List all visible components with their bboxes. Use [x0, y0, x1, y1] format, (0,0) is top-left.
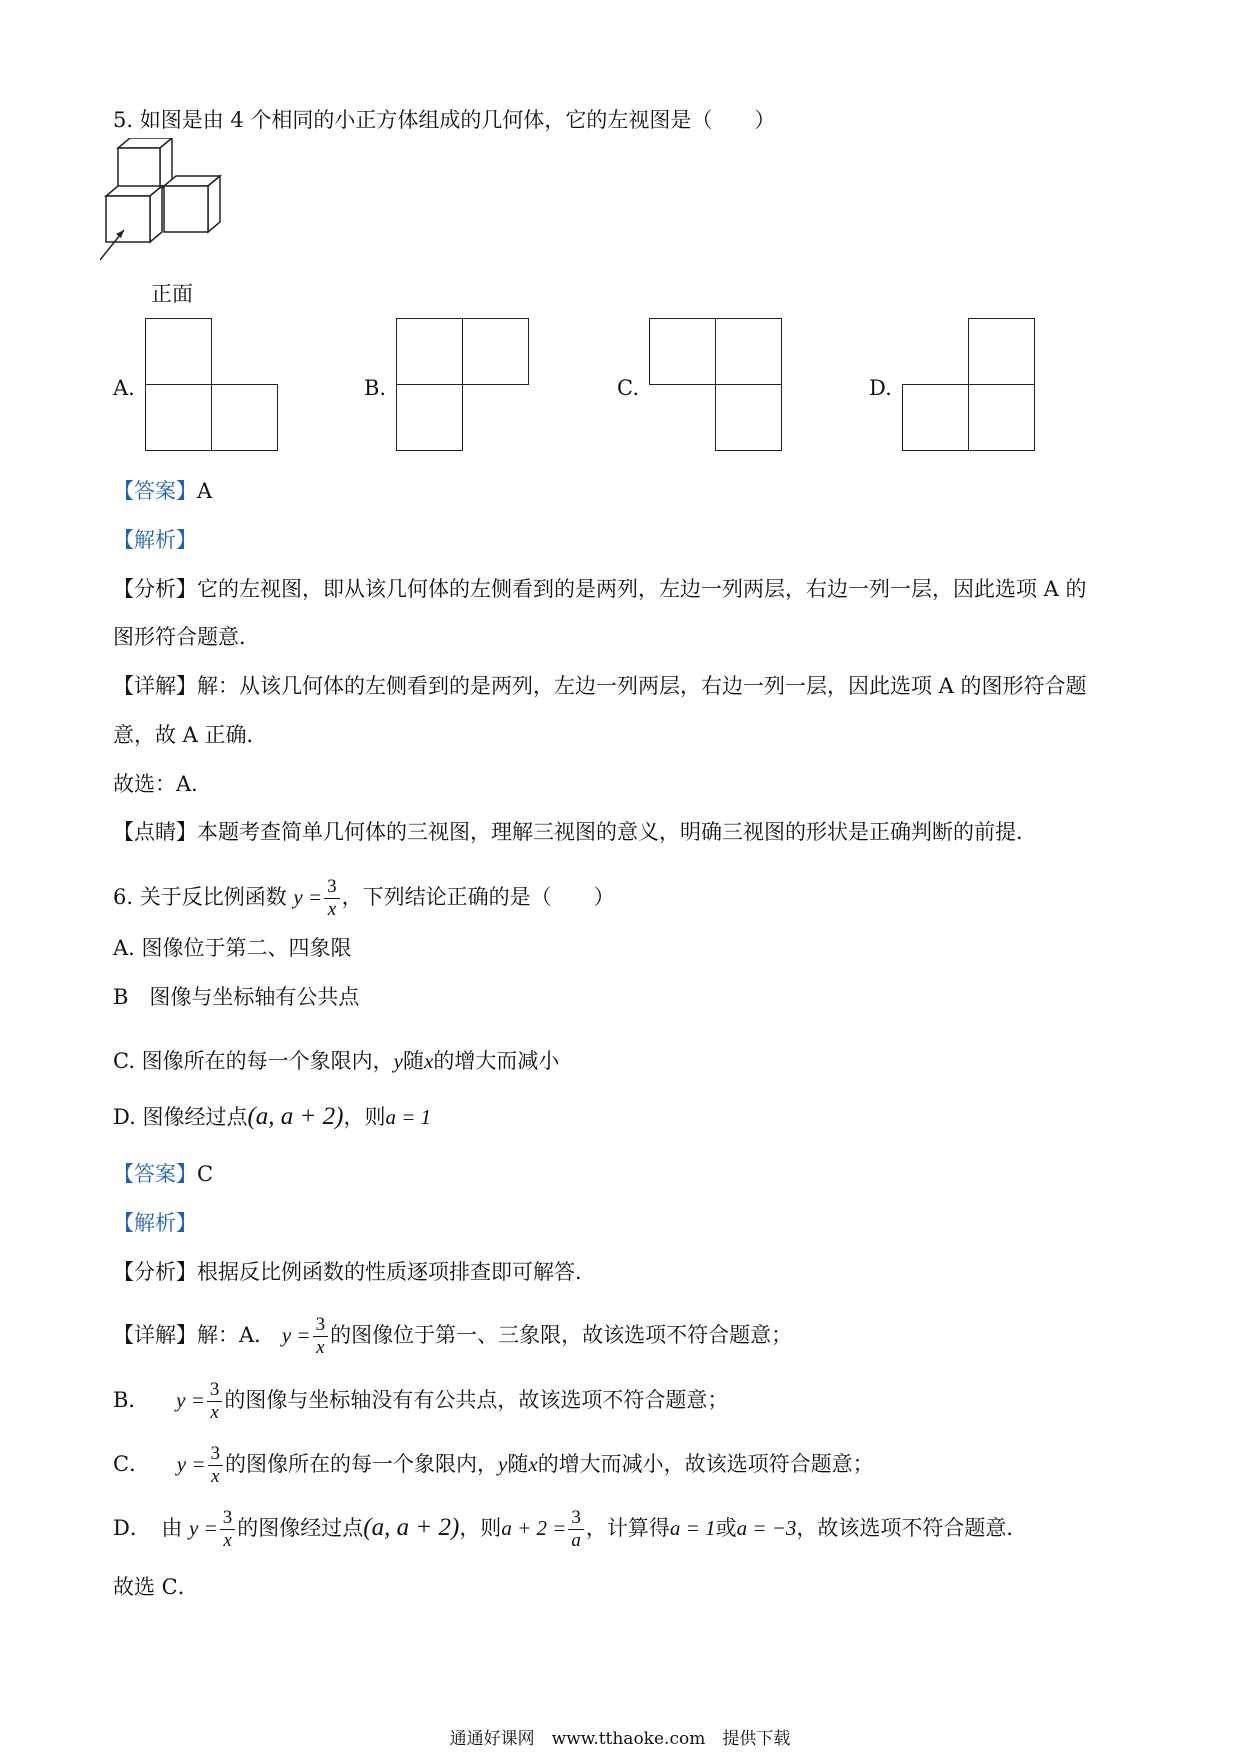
- q6-xiangjie-c: [113, 1443, 874, 1488]
- xj-d-or: 或: [715, 1516, 737, 1540]
- func-fraction: $\frac{3}{x}$: [324, 876, 340, 921]
- opt-c-text: C. 图像所在的每一个象限内，: [113, 1049, 394, 1073]
- q6-analysis-tag: 【解析】: [113, 1211, 197, 1235]
- func-fraction: $\frac{3}{x}$: [313, 1314, 329, 1359]
- q5-answer: [113, 477, 212, 505]
- q6-xiangjie-d: [113, 1507, 1027, 1552]
- q5-option-b-label: B.: [364, 376, 387, 400]
- q5-xiangjie-1: [113, 672, 1087, 700]
- q6-answer: [113, 1160, 213, 1188]
- q6-stem-tail: ，下列结论正确的是（ ）: [341, 885, 615, 909]
- xj-c-suffix: 的增大而减小，故该选项符合题意；: [537, 1452, 874, 1476]
- q5-analysis-tag: 【解析】: [113, 528, 197, 552]
- func-lhs: y =: [293, 885, 323, 909]
- func-lhs: y =: [189, 1516, 218, 1540]
- var-y: y: [393, 1049, 403, 1073]
- a2-eq: a + 2 =: [501, 1516, 567, 1540]
- xj-c-mid: 的图像所在的每一个象限内，: [225, 1452, 499, 1476]
- q6-xiangjie-b: [113, 1379, 728, 1424]
- var-y: y: [498, 1452, 508, 1476]
- fenxi-tag: 【分析】: [113, 577, 197, 601]
- a-eq-neg3: a = −3: [736, 1516, 797, 1540]
- xj-b-suffix: 的图像与坐标轴没有有公共点，故该选项不符合题意；: [224, 1388, 729, 1412]
- q6-choose: 故选 C．: [113, 1575, 199, 1599]
- opt-d-text: D. 图像经过点: [113, 1105, 248, 1129]
- q5-fenxi-2: 图形符合题意．: [113, 625, 260, 649]
- q5-xiangjie-2: 意，故 A 正确．: [113, 723, 268, 747]
- answer-value: A: [197, 479, 213, 503]
- point-expr: (a, a + 2): [363, 1514, 460, 1541]
- q6-option-a: A. 图像位于第二、四象限: [113, 936, 352, 960]
- q6-stem: [113, 876, 615, 921]
- opt-d-then: ，则: [343, 1105, 386, 1129]
- q6-option-c: [113, 1047, 559, 1075]
- cube-solid-figure: [100, 138, 250, 298]
- func-lhs: y =: [176, 1388, 205, 1412]
- func-fraction: $\frac{3}{x}$: [207, 1379, 223, 1424]
- fenxi-text: 它的左视图，即从该几何体的左侧看到的是两列，左边一列两层，右边一列一层，因此选项 A 的: [197, 577, 1087, 601]
- answer-value: C: [197, 1162, 214, 1186]
- xj-d-mid: 的图像经过点: [237, 1516, 364, 1540]
- xj-c-sui: 随: [507, 1452, 529, 1476]
- a-eq-1: a = 1: [385, 1105, 432, 1129]
- xj-d-then: ，则: [459, 1516, 502, 1540]
- front-label: 正面: [151, 282, 193, 306]
- func-fraction: $\frac{3}{x}$: [220, 1507, 236, 1552]
- answer-tag: 【答案】: [113, 1162, 197, 1186]
- q6-fenxi: [113, 1258, 596, 1286]
- xj-a-suffix: 的图像位于第一、三象限，故该选项不符合题意；: [330, 1323, 793, 1347]
- xiangjie-tag: 【详解】: [113, 674, 197, 698]
- q5-dianjing: [113, 818, 1037, 846]
- xj-b-prefix: B．: [113, 1388, 150, 1412]
- xj-d-prefix: D． 由: [113, 1516, 183, 1540]
- xj-a-prefix: 解：A．: [197, 1323, 276, 1347]
- page-footer: 通通好课网 www.tthaoke.com 提供下载: [449, 1729, 791, 1749]
- xiangjie-tag: 【详解】: [113, 1323, 197, 1347]
- dianjing-tag: 【点睛】: [113, 820, 197, 844]
- q5-fenxi-1: [113, 575, 1087, 603]
- var-x: x: [528, 1452, 538, 1476]
- answer-tag: 【答案】: [113, 479, 197, 503]
- q5-option-d-label: D.: [869, 376, 892, 400]
- func-fraction: $\frac{3}{x}$: [208, 1443, 224, 1488]
- a-eq-1: a = 1: [669, 1516, 716, 1540]
- q5-option-a-label: A.: [113, 376, 135, 400]
- point-expr: (a, a + 2): [247, 1103, 344, 1130]
- xj-c-prefix: C．: [113, 1452, 151, 1476]
- xj-d-calc: ，计算得: [585, 1516, 670, 1540]
- q6-stem-text: 6. 关于反比例函数: [113, 885, 287, 909]
- q5-stem: 5. 如图是由 4 个相同的小正方体组成的几何体，它的左视图是（ ）: [113, 108, 776, 132]
- xiangjie-text: 解：从该几何体的左侧看到的是两列，左边一列两层，右边一列一层，因此选项 A 的图形符合题: [197, 674, 1087, 698]
- q6-option-d: [113, 1103, 431, 1131]
- a-fraction: $\frac{3}{a}$: [568, 1507, 584, 1552]
- opt-c-tail: 的增大而减小: [433, 1049, 560, 1073]
- func-lhs: y =: [176, 1452, 206, 1476]
- q6-xiangjie-a: [113, 1314, 792, 1359]
- xj-d-suffix: ，故该选项不符合题意．: [796, 1516, 1028, 1540]
- fenxi-tag: 【分析】: [113, 1260, 197, 1284]
- func-lhs: y =: [281, 1323, 311, 1347]
- dianjing-text: 本题考查简单几何体的三视图，理解三视图的意义，明确三视图的形状是正确判断的前提．: [197, 820, 1037, 844]
- var-x: x: [424, 1049, 434, 1073]
- fenxi-text: 根据反比例函数的性质逐项排查即可解答．: [197, 1260, 596, 1284]
- q5-option-c-label: C.: [617, 376, 639, 400]
- opt-c-sui: 随: [403, 1049, 424, 1073]
- q6-option-b: B 图像与坐标轴有公共点: [113, 985, 360, 1009]
- q5-choose: 故选：A．: [113, 772, 213, 796]
